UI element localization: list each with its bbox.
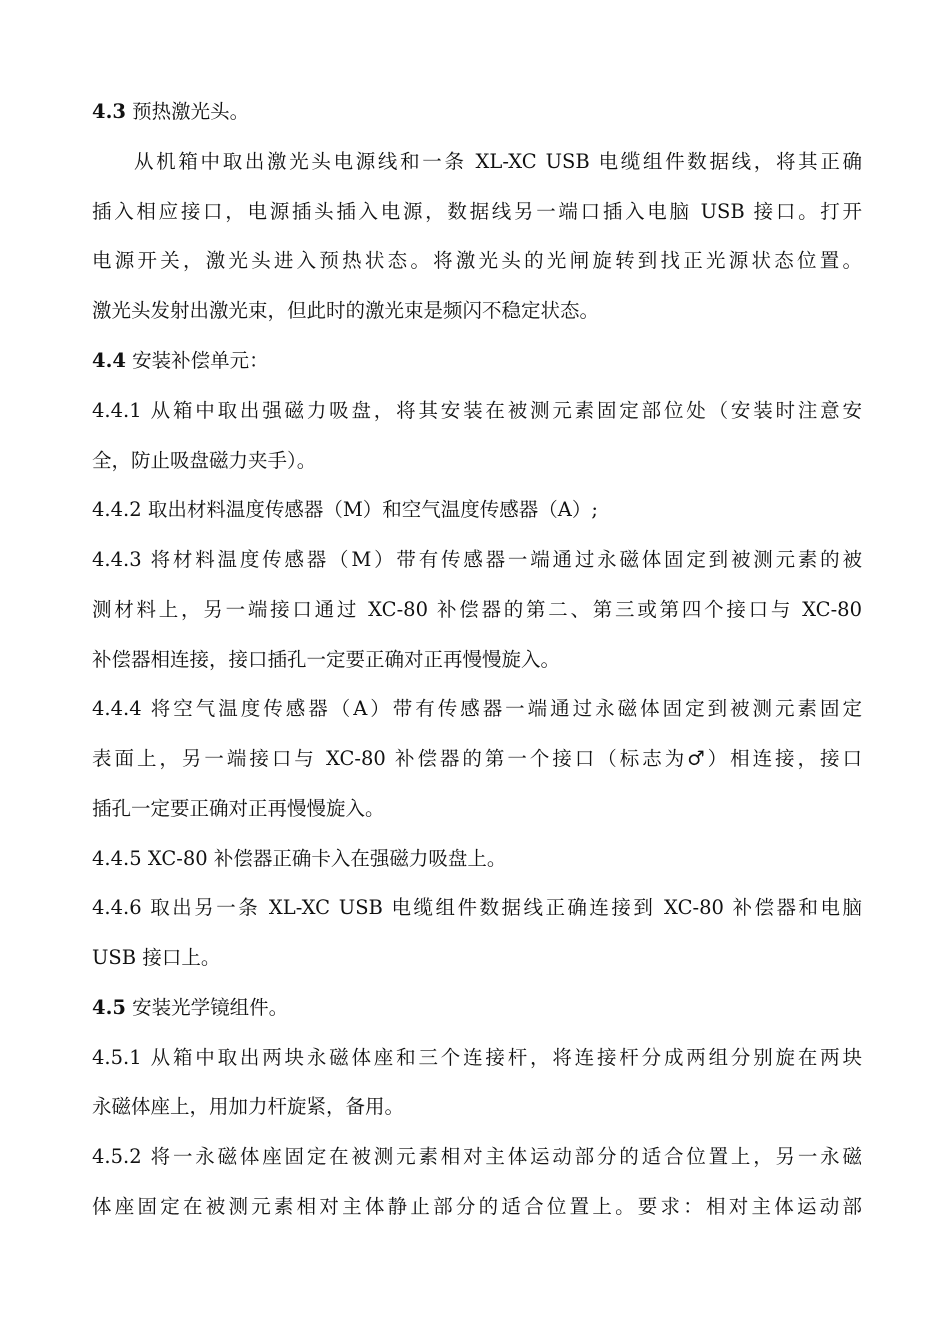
paragraph-line: 插孔一定要正确对正再慢慢旋入。 bbox=[92, 797, 385, 820]
paragraph-line: 4.5.1 从箱中取出两块永磁体座和三个连接杆，将连接杆分成两组分别旋在两块 bbox=[92, 1046, 862, 1069]
paragraph-line: 从机箱中取出激光头电源线和一条 XL-XC USB 电缆组件数据线，将其正确 bbox=[134, 150, 862, 173]
paragraph-line: 全，防止吸盘磁力夹手）。 bbox=[92, 449, 317, 472]
section-number: 4.4 bbox=[92, 349, 126, 372]
paragraph-line: 插入相应接口，电源插头插入电源，数据线另一端口插入电脑 USB 接口。打开 bbox=[92, 200, 862, 223]
paragraph-line: 体座固定在被测元素相对主体静止部分的适合位置上。要求：相对主体运动部 bbox=[92, 1195, 862, 1218]
paragraph-line: 激光头发射出激光束，但此时的激光束是频闪不稳定状态。 bbox=[92, 299, 600, 322]
paragraph-line: 表面上，另一端接口与 XC-80 补偿器的第一个接口（标志为♂）相连接，接口 bbox=[92, 747, 862, 770]
section-heading-4-5 bbox=[92, 991, 862, 1025]
section-title: 安装光学镜组件。 bbox=[125, 996, 289, 1019]
paragraph-line: 永磁体座上，用加力杆旋紧，备用。 bbox=[92, 1095, 405, 1118]
paragraph-line: 4.4.6 取出另一条 XL-XC USB 电缆组件数据线正确连接到 XC-80 补偿器和电脑 bbox=[92, 896, 862, 919]
paragraph-line: 4.4.4 将空气温度传感器（A）带有传感器一端通过永磁体固定到被测元素固定 bbox=[92, 697, 862, 720]
paragraph-line: 4.4.1 从箱中取出强磁力吸盘，将其安装在被测元素固定部位处（安装时注意安 bbox=[92, 399, 862, 422]
section-heading-4-4 bbox=[92, 344, 862, 378]
paragraph-line: 4.4.3 将材料温度传感器（M）带有传感器一端通过永磁体固定到被测元素的被 bbox=[92, 548, 862, 571]
paragraph-line: 4.5.2 将一永磁体座固定在被测元素相对主体运动部分的适合位置上，另一永磁 bbox=[92, 1145, 862, 1168]
section-title: 预热激光头。 bbox=[125, 100, 250, 123]
paragraph-line: USB 接口上。 bbox=[92, 946, 221, 969]
section-title: 安装补偿单元： bbox=[125, 349, 269, 372]
paragraph-line: 电源开关，激光头进入预热状态。将激光头的光闸旋转到找正光源状态位置。 bbox=[92, 249, 862, 272]
section-heading-4-3 bbox=[92, 95, 862, 129]
paragraph-line: 4.4.5 XC-80 补偿器正确卡入在强磁力吸盘上。 bbox=[92, 847, 507, 870]
paragraph-line: 补偿器相连接，接口插孔一定要正确对正再慢慢旋入。 bbox=[92, 648, 561, 671]
paragraph-line: 4.4.2 取出材料温度传感器（M）和空气温度传感器（A）; bbox=[92, 498, 598, 521]
section-number: 4.3 bbox=[92, 100, 126, 123]
paragraph-line: 测材料上，另一端接口通过 XC-80 补偿器的第二、第三或第四个接口与 XC-80 bbox=[92, 598, 862, 621]
section-number: 4.5 bbox=[92, 996, 126, 1019]
